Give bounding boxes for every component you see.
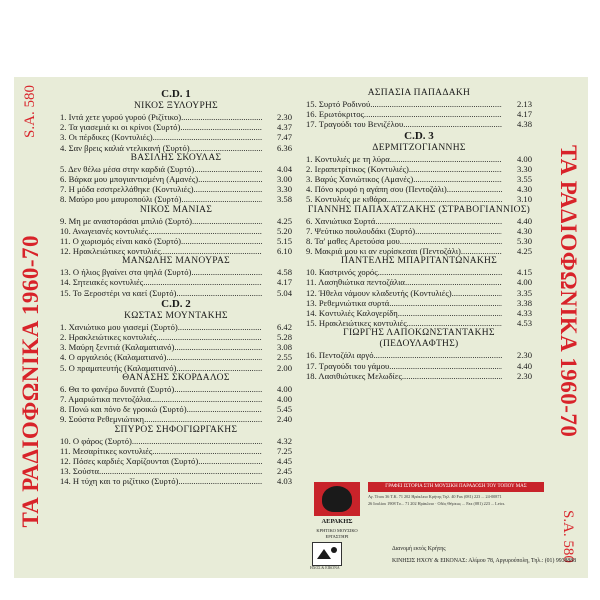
track-duration: 5.30 (504, 236, 532, 246)
track-duration: 4.30 (504, 184, 532, 194)
track-row (306, 154, 532, 164)
track-duration: 4.37 (264, 122, 292, 132)
artist-name: ΜΑΝΩΛΗΣ ΜΑΝΟΥΡΑΣ (122, 256, 230, 267)
track-title: 14. Η τύχη και το ριζίτικο (Συρτό) ..... (60, 476, 262, 486)
track-row (60, 352, 292, 362)
track-duration: 3.38 (504, 298, 532, 308)
track-duration: 4.30 (504, 226, 532, 236)
track-row (306, 267, 532, 277)
track-row (306, 318, 532, 328)
track-duration: 4.38 (504, 119, 532, 129)
track-duration: 2.30 (504, 371, 532, 381)
track-title: 13. Ρεθεμνιώτικα συρτά ..... (306, 298, 502, 308)
track-duration: 3.55 (504, 174, 532, 184)
track-title: 15. Το Ξεροστέρι να καεί (Συρτό) ..... (60, 288, 262, 298)
track-title: 12. Πόσες καρδιές Χαρίζουνται (Συρτό) ..... (60, 456, 262, 466)
left-spine (18, 85, 44, 570)
track-duration: 4.33 (504, 308, 532, 318)
track-row (306, 246, 532, 256)
artist-name: ΚΩΣΤΑΣ ΜΟΥΝΤΑΚΗΣ (124, 310, 228, 321)
track-duration: 3.00 (264, 174, 292, 184)
track-duration: 2.30 (264, 112, 292, 122)
track-title: 1. Ιντά χετε γυρού γυρού (Ριζίτικο) ..... (60, 112, 262, 122)
track-title: 4. Ο αργαλειός (Καλαματιανό) ..... (60, 352, 262, 362)
track-row (306, 361, 532, 371)
track-title: 5. Δεν θέλω μέσα στην καρδιά (Συρτό) ..... (60, 164, 262, 174)
track-title: 10. Ο φάρος (Συρτό) ..... (60, 436, 262, 446)
track-title: 17. Τραγούδι του Βενιζέλου ..... (306, 119, 502, 129)
track-title: 15. Συρτό Ροδινού ..... (306, 99, 502, 109)
track-title: 15. Ηρακλειώτικες κοντυλιές ..... (306, 318, 502, 328)
track-duration: 4.25 (504, 246, 532, 256)
track-row (306, 236, 532, 246)
track-row (60, 436, 292, 446)
track-title: 5. Κοντυλιές με κιθάρα ..... (306, 194, 502, 204)
track-duration: 5.15 (264, 236, 292, 246)
track-title: 3. Βαρύς Χανιώτικος (Αμανές) ..... (306, 174, 502, 184)
track-row (60, 236, 292, 246)
cd-heading: C.D. 1 (161, 88, 191, 100)
track-row (60, 246, 292, 256)
track-title: 1. Χανιώτικο μου γιασεμί (Συρτό) ..... (60, 322, 262, 332)
track-duration: 7.25 (264, 446, 292, 456)
logo-subtitle: ΚΡΗΤΙΚΟ ΜΟΥΣΙΚΟ ΕΡΓΑΣΤΗΡΙ (316, 528, 358, 539)
track-row (60, 363, 292, 373)
track-duration: 4.58 (264, 267, 292, 277)
track-row (60, 216, 292, 226)
track-row (306, 194, 532, 204)
track-row (60, 226, 292, 236)
track-row (60, 466, 292, 476)
catalog-code-top: S.A. 580 (22, 85, 38, 138)
track-row (60, 288, 292, 298)
track-duration: 6.10 (264, 246, 292, 256)
track-duration: 4.17 (504, 109, 532, 119)
artist-name: ΣΠΥΡΟΣ ΣΗΦΟΓΙΩΡΓΑΚΗΣ (114, 424, 238, 435)
track-duration: 4.40 (504, 216, 532, 226)
artist-name: ΔΕΡΜΙΤΖΟΓΙΑΝΝΗΣ (372, 142, 466, 153)
track-duration: 4.15 (504, 267, 532, 277)
distributor-logo-caption: ΗΧΟΣ & ΕΙΚΟΝΑ (310, 566, 340, 570)
cd-heading: C.D. 3 (404, 129, 434, 142)
track-title: 10. Καστρινός χορός ..... (306, 267, 502, 277)
track-row (60, 342, 292, 352)
track-row (60, 476, 292, 486)
track-duration: 4.00 (504, 277, 532, 287)
track-row (60, 456, 292, 466)
track-duration: 4.25 (264, 216, 292, 226)
track-row (60, 112, 292, 122)
album-title-right: ΤΑ ΡΑΔΙΟΦΩΝΙΚΑ 1960-70 (556, 145, 581, 438)
logo-brand: ΑΕΡΑΚΗΣ (321, 518, 353, 525)
track-row (306, 109, 532, 119)
track-duration: 4.00 (264, 384, 292, 394)
track-title: 4. Σαν βρεις καλιά ντελικανή (Συρτό) ..... (60, 143, 262, 153)
label-address-2: 26 Ιουλίου 1908 Το... 71 202 Ηράκλειο · Οδός Θήσεως ... Fax (081) 223 ... Leics. (368, 501, 506, 506)
track-row (60, 414, 292, 424)
track-title: 18. Λασιθιώτικες Μελωδίες ..... (306, 371, 502, 381)
track-title: 7. Αμαριώτικα πεντοζάλια ..... (60, 394, 262, 404)
track-duration: 4.45 (264, 456, 292, 466)
track-title: 16. Πεντοζάλι αργό ..... (306, 350, 502, 360)
distributor-contact: ΚΙΝΗΣΙΣ ΗΧΟΥ & ΕΙΚΟΝΑΣ: Αλίμου 78, Αργυρούπολη, Τηλ.: (01) 9938888 (392, 558, 577, 564)
artist-name: ΠΑΝΤΕΛΗΣ ΜΠΑΡΙΤΑΝΤΩΝΑΚΗΣ (340, 256, 498, 267)
artist-name: ΝΙΚΟΣ ΞΥΛΟΥΡΗΣ (133, 101, 219, 111)
track-title: 2. Τα γιασεμιά κι οι κρίνοι (Συρτό) ..... (60, 122, 262, 132)
lyre-emblem-icon (322, 486, 352, 512)
track-row (60, 194, 292, 204)
track-duration: 6.36 (264, 143, 292, 153)
track-title: 7. Η μόδα εσστρελλάθηκε (Κοντυλιές) ..... (60, 184, 262, 194)
track-duration: 2.30 (504, 350, 532, 360)
track-title: 12. Ήθελα νάμουν κλαδευτής (Κοντυλιές) ..... (306, 288, 502, 298)
track-title: 1. Κοντυλιές με τη λύρα ..... (306, 154, 502, 164)
track-title: 3. Οι πέρδικες (Κοντυλιές) ..... (60, 132, 262, 142)
track-title: 17. Τραγούδι του γάμου ..... (306, 361, 502, 371)
track-duration: 5.28 (264, 332, 292, 342)
track-duration: 2.55 (264, 352, 292, 362)
track-row (306, 174, 532, 184)
track-row (60, 267, 292, 277)
right-spine (555, 85, 581, 570)
track-duration: 4.40 (504, 361, 532, 371)
track-title: 9. Μακριά μου κι αν ευρίσκεσαι (Πεντοζάλι) ..... (306, 246, 502, 256)
track-row (306, 216, 532, 226)
artist-name: ΒΑΣΙΛΗΣ ΣΚΟΥΛΑΣ (130, 152, 222, 163)
track-row (60, 122, 292, 132)
artist-name: ΑΣΠΑΣΙΑ ΠΑΠΑΔΑΚΗ (367, 88, 471, 98)
track-row (306, 226, 532, 236)
distribution-note: Διανομή εκτός Κρήτης (392, 546, 446, 552)
distributor-logo-icon (312, 542, 342, 566)
artist-name: ΓΙΩΡΓΗΣ ΛΑΠΟΚΩΝΣΤΑΝΤΑΚΗΣ (ΠΕΔΟΥΛΑΦΤΗΣ) (343, 328, 495, 350)
track-title: 16. Ερωτόκριτος ..... (306, 109, 502, 119)
track-duration: 5.04 (264, 288, 292, 298)
track-row (306, 288, 532, 298)
track-duration: 3.35 (504, 288, 532, 298)
track-title: 6. Χανιώτικα Συρτά ..... (306, 216, 502, 226)
track-row (60, 332, 292, 342)
track-title: 5. Ο πραματευτής (Καλαματιανό) ..... (60, 363, 262, 373)
artist-name: ΝΙΚΟΣ ΜΑΝΙΑΣ (139, 204, 213, 215)
track-row (306, 350, 532, 360)
track-title: 11. Ο χωρισμός είναι κακό (Συρτό) ..... (60, 236, 262, 246)
track-duration: 5.45 (264, 404, 292, 414)
label-address-1: Αγ. Τίτου 36 Τ.Κ. 71 202 Ηράκλειο Κρήτης Τηλ. 40 Fax (081) 223 ... 24-00871 (368, 494, 502, 499)
track-row (306, 277, 532, 287)
track-duration: 2.13 (504, 99, 532, 109)
track-duration: 3.58 (264, 194, 292, 204)
track-duration: 2.40 (264, 414, 292, 424)
track-title: 2. Ηρακλειώτικες κοντυλιές ..... (60, 332, 262, 342)
track-title: 3. Μαύρη ξενιτιά (Καλαματιανό) ..... (60, 342, 262, 352)
track-title: 14. Κοντυλιές Καλογερίδη ..... (306, 308, 502, 318)
track-row (60, 174, 292, 184)
track-title: 6. Βάρκα μου μπογιαντισμένη (Αμανές) ..... (60, 174, 262, 184)
track-title: 13. Ο ήλιος βγαίνει στα ψηλά (Συρτό) ..... (60, 267, 262, 277)
cd-heading: C.D. 2 (161, 297, 191, 310)
track-title: 11. Λασηθιώτικα πεντοζάλια ..... (306, 277, 502, 287)
track-duration: 7.47 (264, 132, 292, 142)
track-row (306, 184, 532, 194)
track-row (60, 277, 292, 287)
album-title-left: ΤΑ ΡΑΔΙΟΦΩΝΙΚΑ 1960-70 (18, 235, 43, 528)
track-row (306, 308, 532, 318)
track-title: 10. Ανωγειανές κοντυλιές ..... (60, 226, 262, 236)
track-title: 14. Σητειακές κοντυλιές ..... (60, 277, 262, 287)
track-duration: 5.20 (264, 226, 292, 236)
track-title: 8. Μαύρο μου μαυροπούλι (Συρτό) ..... (60, 194, 262, 204)
track-duration: 3.10 (504, 194, 532, 204)
track-title: 11. Μεσαρίτικες κοντυλιές ..... (60, 446, 262, 456)
track-title: 4. Πόνο κρυφό η αγάπη σου (Πεντοζάλι) ..... (306, 184, 502, 194)
track-duration: 6.42 (264, 322, 292, 332)
track-duration: 4.00 (264, 394, 292, 404)
track-row (60, 384, 292, 394)
label-slogan-banner: ΓΡΑΦΕΙ ΙΣΤΟΡΙΑ ΣΤΗ ΜΟΥΣΙΚΗ ΠΑΡΑΔΟΣΗ ΤΟΥ ΤΟΠΟΥ ΜΑΣ (368, 482, 544, 492)
track-title: 9. Μη με αναστοράσαι μπιλιό (Συρτό) ..... (60, 216, 262, 226)
track-row (60, 143, 292, 153)
track-title: 8. Τα' μαθες Αρετούσα μου ..... (306, 236, 502, 246)
track-row (306, 119, 532, 129)
track-row (306, 298, 532, 308)
track-row (60, 132, 292, 142)
track-row (60, 322, 292, 332)
track-duration: 4.17 (264, 277, 292, 287)
track-duration: 4.53 (504, 318, 532, 328)
track-row (306, 99, 532, 109)
track-row (306, 164, 532, 174)
track-title: 7. Ψεύτικο πουλουδάκι (Συρτό) ..... (306, 226, 502, 236)
track-row (60, 164, 292, 174)
track-row (60, 394, 292, 404)
track-duration: 4.00 (504, 154, 532, 164)
track-duration: 3.30 (504, 164, 532, 174)
track-duration: 4.04 (264, 164, 292, 174)
track-title: 12. Ηρακλειώτικες κοντυλιές ..... (60, 246, 262, 256)
catalog-code-bottom: S.A. 580 (560, 510, 576, 563)
track-duration: 4.32 (264, 436, 292, 446)
artist-name: ΘΑΝΑΣΗΣ ΣΚΟΡΔΑΛΟΣ (122, 372, 230, 383)
track-title: 2. Ιεραπετρίτικος (Κοντυλιές) ..... (306, 164, 502, 174)
track-title: 9. Σούστα Ρεθεμνιώτικη ..... (60, 414, 262, 424)
tracklist-left (60, 88, 292, 486)
track-duration: 3.08 (264, 342, 292, 352)
track-duration: 4.03 (264, 476, 292, 486)
track-duration: 2.45 (264, 466, 292, 476)
track-row (60, 446, 292, 456)
track-title: 13. Σούστα ..... (60, 466, 262, 476)
artist-name: ΓΙΑΝΝΗΣ ΠΑΠΑΧΑΤΖΑΚΗΣ (ΣΤΡΑΒΟΓΙΑΝΝΙΟΣ) (307, 204, 531, 215)
track-title: 6. Θα το φανέρω δυνατά (Συρτό) ..... (60, 384, 262, 394)
track-title: 8. Πονώ και πόνο δε γροικώ (Συρτό) ..... (60, 404, 262, 414)
track-row (306, 371, 532, 381)
track-duration: 2.00 (264, 363, 292, 373)
tracklist-right (306, 88, 532, 381)
track-row (60, 184, 292, 194)
track-row (60, 404, 292, 414)
track-duration: 3.30 (264, 184, 292, 194)
